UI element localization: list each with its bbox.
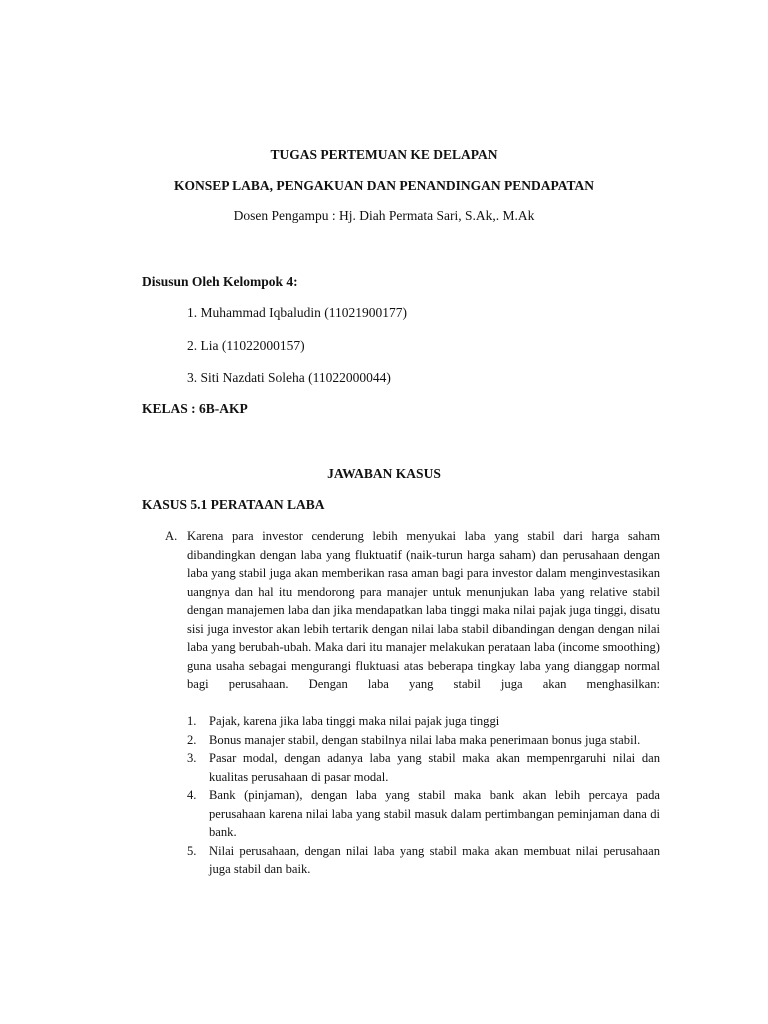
member-item: 3. Siti Nazdati Soleha (11022000044)	[187, 370, 391, 385]
member-item: 1. Muhammad Iqbaludin (11021900177)	[187, 305, 407, 320]
member-item: 2. Lia (11022000157)	[187, 338, 305, 353]
list-number: 3.	[187, 751, 197, 765]
results-list	[165, 712, 660, 879]
lecturer-line: Dosen Pengampu : Hj. Diah Permata Sari, S.Ak,. M.Ak	[233, 208, 535, 223]
list-item	[165, 712, 660, 731]
list-item	[165, 731, 660, 750]
list-text: Pasar modal, dengan adanya laba yang stabil maka akan mempenrgaruhi nilai dan kualitas perusahaan di pasar modal.	[209, 751, 660, 784]
list-number: 4.	[187, 788, 197, 802]
list-item	[165, 842, 660, 879]
document-title: TUGAS PERTEMUAN KE DELAPAN	[270, 147, 498, 162]
list-item	[165, 786, 660, 842]
list-text: Bank (pinjaman), dengan laba yang stabil maka bank akan lebih percaya pada perusahaan karena nilai laba yang stabil masuk dalam pertimbangan peminjaman dana di bank.	[209, 788, 660, 839]
case-paragraph: Karena para investor cenderung lebih menyukai laba yang stabil dari harga saham dibandingkan dengan laba yang fluktuatif (naik-turun harga saham) dan perusahaan dengan laba yang stabil juga akan memberikan rasa aman bagi para investor dalam menginvestasikan uangnya dan hal itu mendorong para manajer untuk menunjukan laba yang relative stabil dengan manajemen laba dan jika mendapatkan laba tinggi maka nilai pajak juga tinggi, disatu sisi juga investor akan lebih tertarik dengan nilai laba stabil dibandingan dengan dengan nilai laba yang berubah-ubah. Maka dari itu manajer melakukan perataan laba (income smoothing) guna usaha sebagai mengurangi fluktuasi atas beberapa tingkay laba yang dianggap normal bagi perusahaan. Dengan laba yang stabil juga akan menghasilkan:	[187, 529, 660, 691]
list-number: 2.	[187, 732, 197, 747]
document-subtitle: KONSEP LABA, PENGAKUAN DAN PENANDINGAN PENDAPATAN	[173, 178, 594, 193]
list-text: Bonus manajer stabil, dengan stabilnya nilai laba maka penerimaan bonus juga stabil.	[209, 732, 641, 747]
section-title: JAWABAN KASUS	[327, 466, 441, 481]
case-title: KASUS 5.1 PERATAAN LABA	[142, 497, 325, 512]
case-answer-block	[165, 527, 660, 879]
case-letter: A.	[165, 529, 178, 543]
list-text: Nilai perusahaan, dengan nilai laba yang stabil maka akan membuat nilai perusahaan juga stabil dan baik.	[209, 843, 660, 876]
list-text: Pajak, karena jika laba tinggi maka nilai pajak juga tinggi	[209, 714, 500, 728]
group-label: Disusun Oleh Kelompok 4:	[142, 274, 298, 289]
list-item	[165, 749, 660, 786]
list-number: 1.	[187, 714, 197, 728]
class-label: KELAS : 6B-AKP	[142, 401, 248, 416]
list-number: 5.	[187, 843, 197, 858]
